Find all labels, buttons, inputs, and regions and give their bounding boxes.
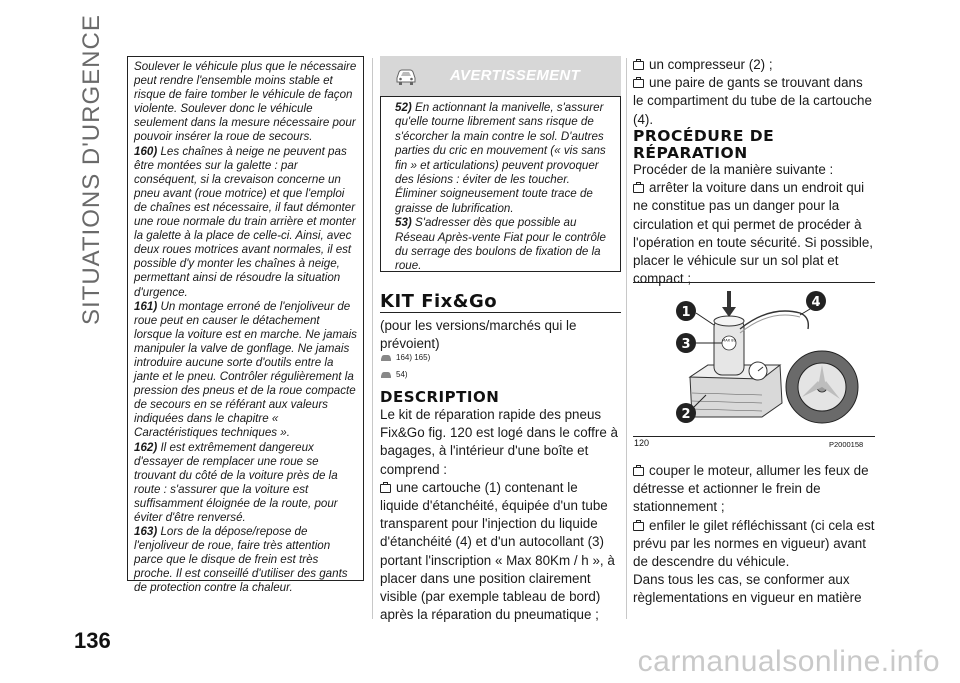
list-item	[633, 74, 873, 129]
kit-section-title: KIT Fix&Go	[380, 291, 498, 312]
procedure-title-line: RÉPARATION	[633, 144, 748, 162]
closing-text: Dans tous les cas, se conformer aux règlementations en vigueur en matière	[633, 572, 862, 606]
note-item	[395, 101, 610, 216]
callout-1: 1	[681, 305, 691, 320]
mini-warning-icon	[380, 369, 392, 380]
warning-title: AVERTISSEMENT	[450, 67, 581, 84]
watermark: carmanualsonline.info	[637, 645, 940, 678]
list-item	[633, 462, 875, 517]
note-text: En actionnant la manivelle, s'assurer qu'elle tourne librement sans risque de s'écorcher la main contre le sol. D'autres parties du cric en mouvement (« vis sans fin » et articulations) peuvent provoquer des lésions : éviter de les toucher. Éliminer soigneusement toute trace de graisse de lubrification.	[395, 101, 606, 215]
note-text: Un montage erroné de l'enjoliveur de roue peut en causer le détachement lorsque la voiture est en marche. Ne jamais manipuler la valve de gonflage. Ne jamais introduire aucune sorte d'outils entre la jante et le pneu. Contrôler régulièrement la pression des pneus et de la roue compacte de secours en se référant aux valeurs indiquées dans le chapitre « Caractéristiques techniques ».	[134, 299, 357, 440]
list-item	[633, 517, 875, 572]
procedure-intro: Procéder de la manière suivante :	[633, 162, 834, 177]
reference-line	[380, 352, 430, 363]
reference-line	[380, 369, 408, 380]
procedure-body	[633, 161, 873, 288]
reference-numbers: 164) 165)	[396, 353, 431, 362]
bullet-icon	[633, 61, 644, 70]
list-item	[633, 179, 873, 288]
warning-header	[380, 56, 621, 96]
note-text: S'adresser dès que possible au Réseau Après-vente Fiat pour le contrôle du serrage des boulons de fixation de la roue.	[395, 216, 606, 273]
list-item-text: une cartouche (1) contenant le liquide d'étanchéité, équipée d'un tube transparent pour l'injection du liquide d'étanchéité (4) et d'un autocollant (3) portant l'inscription « Max 80Km / h », à placer dans une position clairement visible (par exemple tableau de bord) après la réparation du pneumatique ;	[380, 479, 615, 623]
note-text: Les chaînes à neige ne peuvent pas être montées sur la galette : par conséquent, si la crevaison concerne un pneu avant (roue motrice) et que l'emploi de chaînes est nécessaire, il faut démonter une roue normale du train arrière et monter la galette à la place de celle-ci. Ainsi, avec deux roues motrices avant normales, il est possible d'y monter les chaînes à neige, permettant ainsi de résoudre la situation d'urgence.	[134, 144, 356, 299]
callout-3: 3	[681, 337, 691, 352]
list-item-text: couper le moteur, allumer les feux de détresse et actionner le frein de stationnement ;	[633, 463, 869, 515]
note-item	[395, 216, 610, 274]
figure-code: P2000158	[829, 440, 864, 449]
bullet-icon	[633, 522, 644, 531]
description-title: DESCRIPTION	[380, 388, 500, 406]
bullet-icon	[633, 467, 644, 476]
note-text: Il est extrêmement dangereux d'essayer de remplacer une roue se trouvant du côté de la voiture près de la route : s'assurer que la voiture est suffisamment éloignée de la route, pour éviter d'être renversé.	[134, 440, 338, 524]
bullet-icon	[380, 484, 391, 493]
callout-2: 2	[681, 407, 691, 422]
figure-number: 120	[634, 438, 650, 448]
note-number: 160)	[134, 144, 158, 158]
list-item-text: une paire de gants se trouvant dans le compartiment du tube de la cartouche (4).	[633, 75, 872, 127]
column-divider	[626, 58, 627, 619]
figure-rule	[633, 436, 875, 437]
reference-numbers: 54)	[396, 370, 408, 379]
warning-intro-text: Soulever le véhicule plus que le nécessaire peut rendre l'ensemble moins stable et risque de faire tomber le véhicule de façon violente. Soulever donc le véhicule seulement dans la mesure nécessaire pour pouvoir insérer la roue de secours.	[134, 60, 357, 144]
callout-4: 4	[811, 295, 821, 310]
chapter-title-text: SITUATIONS D'URGENCE	[78, 14, 105, 325]
description-intro: Le kit de réparation rapide des pneus Fix&Go fig. 120 est logé dans le coffre à bagages, à l'intérieur d'une boîte et comprend :	[380, 407, 618, 477]
warning-notes-box	[127, 56, 364, 595]
note-number: 163)	[134, 525, 158, 539]
list-item	[380, 479, 620, 625]
list-item-text: enfiler le gilet réfléchissant (ci cela est prévu par les normes en vigueur) avant de descendre du véhicule.	[633, 517, 875, 570]
component-list	[633, 56, 873, 129]
list-item	[633, 56, 873, 74]
procedure-title	[633, 128, 873, 162]
mini-warning-icon	[380, 352, 392, 363]
warning-car-icon	[393, 63, 419, 87]
bullet-icon	[633, 79, 644, 88]
note-item	[134, 525, 357, 595]
procedure-title-line: PROCÉDURE DE	[633, 127, 775, 145]
note-number: 161)	[134, 299, 158, 313]
section-rule	[380, 312, 621, 313]
note-number: 52)	[395, 101, 412, 114]
note-text: Lors de la dépose/repose de l'enjoliveur de roue, faire très attention parce que le disque de frein est très proche. Il est conseillé d'utiliser des gants de protection contre la chaleur.	[134, 525, 348, 595]
procedure-steps	[633, 462, 875, 608]
figure-rule	[633, 282, 875, 283]
fix-and-go-kit-illustration	[650, 285, 860, 433]
note-item	[134, 145, 357, 300]
note-item	[134, 300, 357, 441]
list-item-text: arrêter la voiture dans un endroit qui ne constitue pas un danger pour la circulation et qui permet de procéder à l'opération en toute sécurité. Si possible, placer le véhicule sur un sol plat et compact ;	[633, 180, 874, 287]
kit-subtitle: (pour les versions/marchés qui le prévoient)	[380, 318, 577, 352]
warning-box	[380, 96, 621, 272]
list-item-text: un compresseur (2) ;	[649, 57, 773, 72]
description-body	[380, 406, 620, 624]
column-divider	[372, 58, 373, 619]
note-number: 53)	[395, 216, 412, 230]
note-item	[134, 441, 357, 526]
chapter-side-title	[72, 14, 112, 340]
bullet-icon	[633, 184, 644, 193]
page-number: 136	[74, 628, 111, 653]
note-number: 162)	[134, 440, 158, 454]
sticker-text: MAX 80	[722, 338, 736, 343]
